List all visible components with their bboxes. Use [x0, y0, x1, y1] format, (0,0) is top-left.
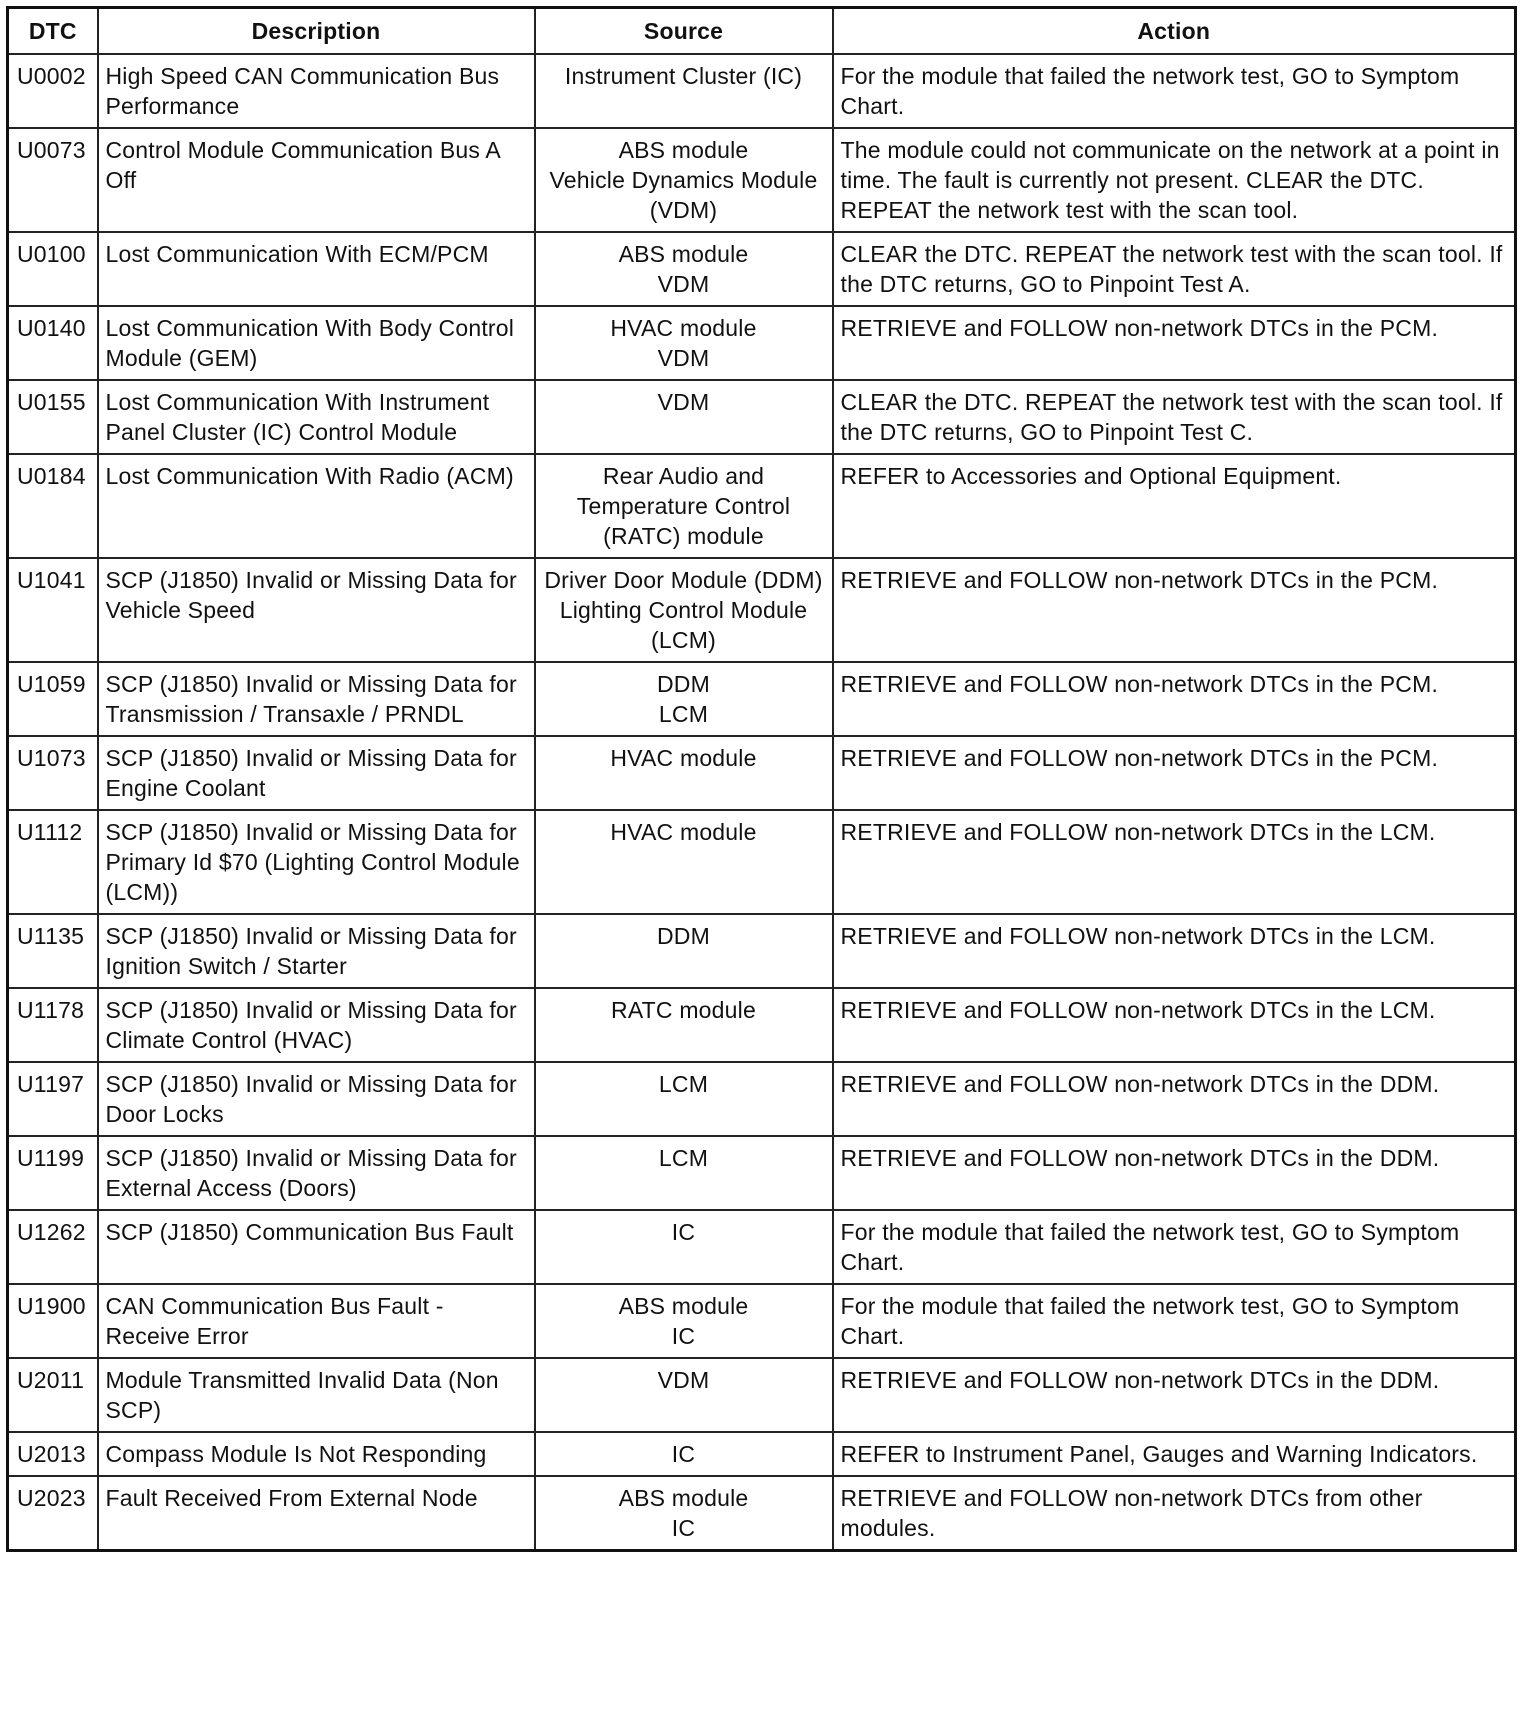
table-row: [8, 988, 1516, 1062]
dtc-description: High Speed CAN Communication Bus Performance: [98, 54, 535, 128]
dtc-code: U0184: [8, 454, 98, 558]
dtc-source: [535, 1476, 833, 1551]
table-row: [8, 54, 1516, 128]
dtc-action: For the module that failed the network test, GO to Symptom Chart.: [833, 54, 1516, 128]
table-row: [8, 1476, 1516, 1551]
table-row: [8, 1432, 1516, 1476]
table-row: [8, 558, 1516, 662]
source-module: Instrument Cluster (IC): [564, 63, 803, 89]
dtc-code: U1900: [8, 1284, 98, 1358]
dtc-code: U1135: [8, 914, 98, 988]
dtc-action: REFER to Accessories and Optional Equipment.: [833, 454, 1516, 558]
dtc-source: [535, 914, 833, 988]
dtc-table: [6, 6, 1517, 1552]
dtc-action: RETRIEVE and FOLLOW non-network DTCs in the DDM.: [833, 1136, 1516, 1210]
table-row: [8, 1284, 1516, 1358]
source-module: VDM: [657, 389, 710, 415]
dtc-source: [535, 810, 833, 914]
dtc-action: REFER to Instrument Panel, Gauges and Warning Indicators.: [833, 1432, 1516, 1476]
table-row: [8, 380, 1516, 454]
dtc-action: RETRIEVE and FOLLOW non-network DTCs from other modules.: [833, 1476, 1516, 1551]
dtc-description: SCP (J1850) Invalid or Missing Data for Ignition Switch / Starter: [98, 914, 535, 988]
dtc-code: U1199: [8, 1136, 98, 1210]
dtc-code: U1041: [8, 558, 98, 662]
dtc-code: U1059: [8, 662, 98, 736]
table-row: [8, 914, 1516, 988]
dtc-description: Lost Communication With Radio (ACM): [98, 454, 535, 558]
source-module: Lighting Control Module (LCM): [559, 597, 808, 653]
dtc-description: SCP (J1850) Invalid or Missing Data for Engine Coolant: [98, 736, 535, 810]
source-module: DDM: [657, 923, 710, 949]
source-module: HVAC module: [610, 819, 757, 845]
source-module: VDM: [657, 271, 710, 297]
dtc-action: RETRIEVE and FOLLOW non-network DTCs in the DDM.: [833, 1062, 1516, 1136]
table-row: [8, 454, 1516, 558]
table-row: [8, 736, 1516, 810]
dtc-description: Module Transmitted Invalid Data (Non SCP): [98, 1358, 535, 1432]
source-module: LCM: [658, 1071, 709, 1097]
dtc-code: U2023: [8, 1476, 98, 1551]
source-module: HVAC module: [610, 745, 757, 771]
dtc-action: CLEAR the DTC. REPEAT the network test with the scan tool. If the DTC returns, GO to Pinpoint Test C.: [833, 380, 1516, 454]
table-row: [8, 128, 1516, 232]
dtc-code: U1178: [8, 988, 98, 1062]
dtc-action: RETRIEVE and FOLLOW non-network DTCs in the LCM.: [833, 810, 1516, 914]
dtc-description: CAN Communication Bus Fault - Receive Error: [98, 1284, 535, 1358]
source-module: VDM: [657, 345, 710, 371]
table-row: [8, 232, 1516, 306]
dtc-code: U2011: [8, 1358, 98, 1432]
table-body: [8, 54, 1516, 1551]
dtc-action: RETRIEVE and FOLLOW non-network DTCs in the LCM.: [833, 914, 1516, 988]
source-module: LCM: [658, 701, 709, 727]
dtc-source: [535, 454, 833, 558]
dtc-source: [535, 1358, 833, 1432]
dtc-source: [535, 380, 833, 454]
dtc-source: [535, 54, 833, 128]
dtc-action: RETRIEVE and FOLLOW non-network DTCs in the PCM.: [833, 306, 1516, 380]
dtc-source: [535, 1210, 833, 1284]
source-module: VDM: [657, 1367, 710, 1393]
dtc-action: CLEAR the DTC. REPEAT the network test with the scan tool. If the DTC returns, GO to Pinpoint Test A.: [833, 232, 1516, 306]
dtc-description: Lost Communication With Body Control Module (GEM): [98, 306, 535, 380]
dtc-description: Fault Received From External Node: [98, 1476, 535, 1551]
table-row: [8, 810, 1516, 914]
source-module: Rear Audio and Temperature Control (RATC) module: [576, 463, 791, 549]
table-row: [8, 1136, 1516, 1210]
dtc-source: [535, 1062, 833, 1136]
dtc-source: [535, 558, 833, 662]
source-module: IC: [671, 1515, 696, 1541]
header-description: Description: [98, 8, 535, 55]
table-row: [8, 306, 1516, 380]
dtc-code: U1262: [8, 1210, 98, 1284]
dtc-code: U1197: [8, 1062, 98, 1136]
dtc-action: The module could not communicate on the network at a point in time. The fault is currently not present. CLEAR the DTC. REPEAT the network test with the scan tool.: [833, 128, 1516, 232]
dtc-code: U1073: [8, 736, 98, 810]
dtc-action: RETRIEVE and FOLLOW non-network DTCs in the PCM.: [833, 558, 1516, 662]
dtc-source: [535, 1284, 833, 1358]
source-module: IC: [671, 1323, 696, 1349]
dtc-code: U1112: [8, 810, 98, 914]
table-row: [8, 1358, 1516, 1432]
table-row: [8, 662, 1516, 736]
dtc-source: [535, 232, 833, 306]
source-module: LCM: [658, 1145, 709, 1171]
dtc-source: [535, 1136, 833, 1210]
source-module: ABS module: [618, 1485, 749, 1511]
header-dtc: DTC: [8, 8, 98, 55]
dtc-action: RETRIEVE and FOLLOW non-network DTCs in the PCM.: [833, 662, 1516, 736]
dtc-description: SCP (J1850) Invalid or Missing Data for Vehicle Speed: [98, 558, 535, 662]
dtc-description: Control Module Communication Bus A Off: [98, 128, 535, 232]
dtc-description: SCP (J1850) Invalid or Missing Data for External Access (Doors): [98, 1136, 535, 1210]
dtc-action: For the module that failed the network test, GO to Symptom Chart.: [833, 1284, 1516, 1358]
source-module: RATC module: [611, 997, 756, 1023]
dtc-action: RETRIEVE and FOLLOW non-network DTCs in the DDM.: [833, 1358, 1516, 1432]
dtc-description: SCP (J1850) Invalid or Missing Data for Transmission / Transaxle / PRNDL: [98, 662, 535, 736]
dtc-code: U0073: [8, 128, 98, 232]
source-module: Driver Door Module (DDM): [544, 567, 823, 593]
dtc-description: Compass Module Is Not Responding: [98, 1432, 535, 1476]
dtc-action: RETRIEVE and FOLLOW non-network DTCs in the PCM.: [833, 736, 1516, 810]
dtc-description: SCP (J1850) Invalid or Missing Data for Primary Id $70 (Lighting Control Module (LCM)): [98, 810, 535, 914]
table-row: [8, 1210, 1516, 1284]
dtc-source: [535, 988, 833, 1062]
source-module: ABS module: [618, 137, 749, 163]
dtc-action: For the module that failed the network test, GO to Symptom Chart.: [833, 1210, 1516, 1284]
table-header: [8, 8, 1516, 55]
dtc-description: SCP (J1850) Communication Bus Fault: [98, 1210, 535, 1284]
source-module: ABS module: [618, 1293, 749, 1319]
dtc-code: U0100: [8, 232, 98, 306]
dtc-description: SCP (J1850) Invalid or Missing Data for Door Locks: [98, 1062, 535, 1136]
table-row: [8, 1062, 1516, 1136]
header-source: Source: [535, 8, 833, 55]
dtc-source: [535, 128, 833, 232]
header-row: [8, 8, 1516, 55]
dtc-source: [535, 736, 833, 810]
dtc-source: [535, 1432, 833, 1476]
source-module: Vehicle Dynamics Module (VDM): [549, 167, 818, 223]
dtc-description: SCP (J1850) Invalid or Missing Data for Climate Control (HVAC): [98, 988, 535, 1062]
dtc-code: U0002: [8, 54, 98, 128]
dtc-source: [535, 662, 833, 736]
source-module: IC: [671, 1219, 696, 1245]
dtc-code: U0155: [8, 380, 98, 454]
source-module: ABS module: [618, 241, 749, 267]
header-action: Action: [833, 8, 1516, 55]
dtc-code: U2013: [8, 1432, 98, 1476]
dtc-source: [535, 306, 833, 380]
source-module: HVAC module: [610, 315, 757, 341]
source-module: IC: [671, 1441, 696, 1467]
dtc-description: Lost Communication With ECM/PCM: [98, 232, 535, 306]
source-module: DDM: [657, 671, 710, 697]
dtc-description: Lost Communication With Instrument Panel Cluster (IC) Control Module: [98, 380, 535, 454]
dtc-action: RETRIEVE and FOLLOW non-network DTCs in the LCM.: [833, 988, 1516, 1062]
dtc-code: U0140: [8, 306, 98, 380]
